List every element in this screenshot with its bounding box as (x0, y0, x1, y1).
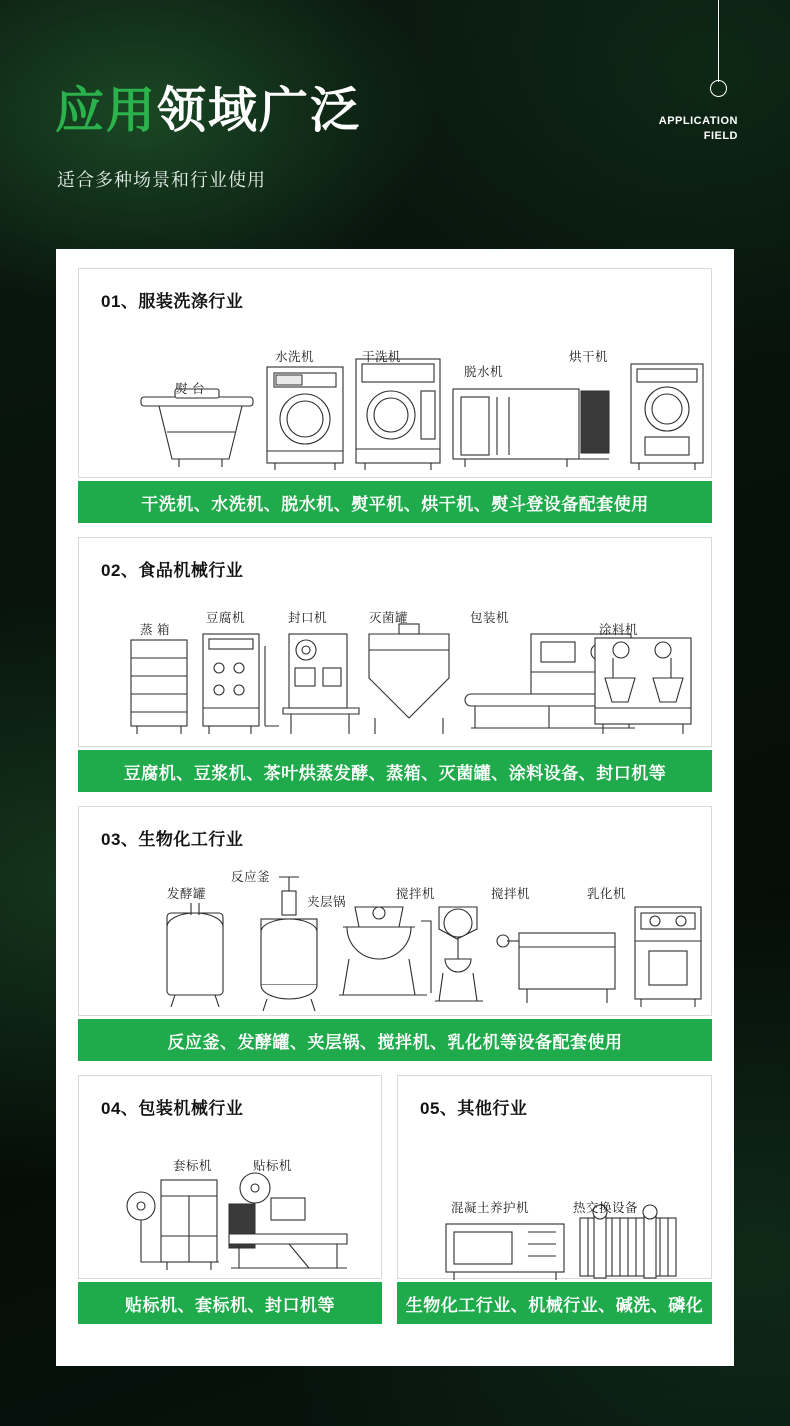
caption-fermenter: 发酵罐 (167, 887, 207, 901)
caption-steam-box: 蒸 箱 (140, 623, 170, 637)
card-illustration (398, 1076, 711, 1278)
caption-concrete-curing: 混凝土养护机 (451, 1201, 530, 1215)
other-machines-drawing (398, 1076, 713, 1280)
caption-sterilization-tank: 灭菌罐 (369, 611, 409, 625)
banner-biochemical: 反应釜、发酵罐、夹层锅、搅拌机、乳化机等设备配套使用 (78, 1019, 712, 1061)
page-title-accent: 应用 (55, 84, 158, 138)
header-divider-line (718, 0, 719, 82)
banner-food-machinery: 豆腐机、豆浆机、茶叶烘蒸发酵、蒸箱、灭菌罐、涂料设备、封口机等 (78, 750, 712, 792)
caption-dehydrator: 脱水机 (464, 365, 504, 379)
card-apparel-washing (78, 268, 712, 478)
caption-ironing-table: 熨 台 (175, 382, 205, 396)
page-subtitle: 适合多种场景和行业使用 (57, 170, 266, 190)
caption-dryer: 烘干机 (569, 350, 609, 364)
header-english-line2: FIELD (703, 130, 738, 142)
card-food-machinery (78, 537, 712, 747)
card-illustration (79, 269, 711, 477)
caption-mixer-b: 搅拌机 (491, 887, 531, 901)
caption-heat-exchanger: 热交换设备 (573, 1201, 639, 1215)
packaging-machines-drawing (79, 1076, 383, 1280)
header-english-line1: APPLICATION (658, 115, 738, 127)
caption-coating-machine: 涂料机 (599, 623, 639, 637)
banner-other-industries: 生物化工行业、机械行业、碱洗、磷化 (397, 1282, 712, 1324)
card-packaging-machinery (78, 1075, 382, 1279)
page-title (55, 72, 361, 142)
caption-jacketed-pot: 夹层锅 (307, 895, 347, 909)
caption-sleeve-labeler: 套标机 (173, 1159, 213, 1173)
biochem-machines-drawing (79, 807, 713, 1017)
page-title-rest: 领域广泛 (157, 84, 362, 138)
card-illustration (79, 1076, 381, 1278)
food-machines-drawing (79, 538, 713, 748)
banner-apparel-washing: 干洗机、水洗机、脱水机、熨平机、烘干机、熨斗登设备配套使用 (78, 481, 712, 523)
header-circle-marker-icon (710, 80, 727, 97)
caption-sealing-machine: 封口机 (288, 611, 328, 625)
card-title: 05、其他行业 (420, 1099, 528, 1118)
card-illustration (79, 538, 711, 746)
card-other-industries (397, 1075, 712, 1279)
card-title: 02、食品机械行业 (101, 561, 244, 580)
caption-tofu-machine: 豆腐机 (206, 611, 246, 625)
card-title: 01、服装洗涤行业 (101, 292, 244, 311)
card-title: 03、生物化工行业 (101, 830, 244, 849)
caption-dry-cleaner: 干洗机 (362, 350, 402, 364)
caption-mixer-a: 搅拌机 (396, 887, 436, 901)
page-header (0, 0, 790, 250)
card-title: 04、包装机械行业 (101, 1099, 244, 1118)
caption-packing-machine: 包装机 (470, 611, 510, 625)
card-illustration (79, 807, 711, 1015)
caption-labeling-machine: 贴标机 (253, 1159, 293, 1173)
banner-packaging-machinery: 贴标机、套标机、封口机等 (78, 1282, 382, 1324)
header-english-label (659, 114, 738, 144)
laundry-machines-drawing (79, 269, 713, 479)
caption-washer: 水洗机 (275, 350, 315, 364)
caption-reactor: 反应釜 (231, 870, 271, 884)
caption-emulsifier: 乳化机 (587, 887, 627, 901)
card-biochemical (78, 806, 712, 1016)
content-panel (56, 249, 734, 1366)
